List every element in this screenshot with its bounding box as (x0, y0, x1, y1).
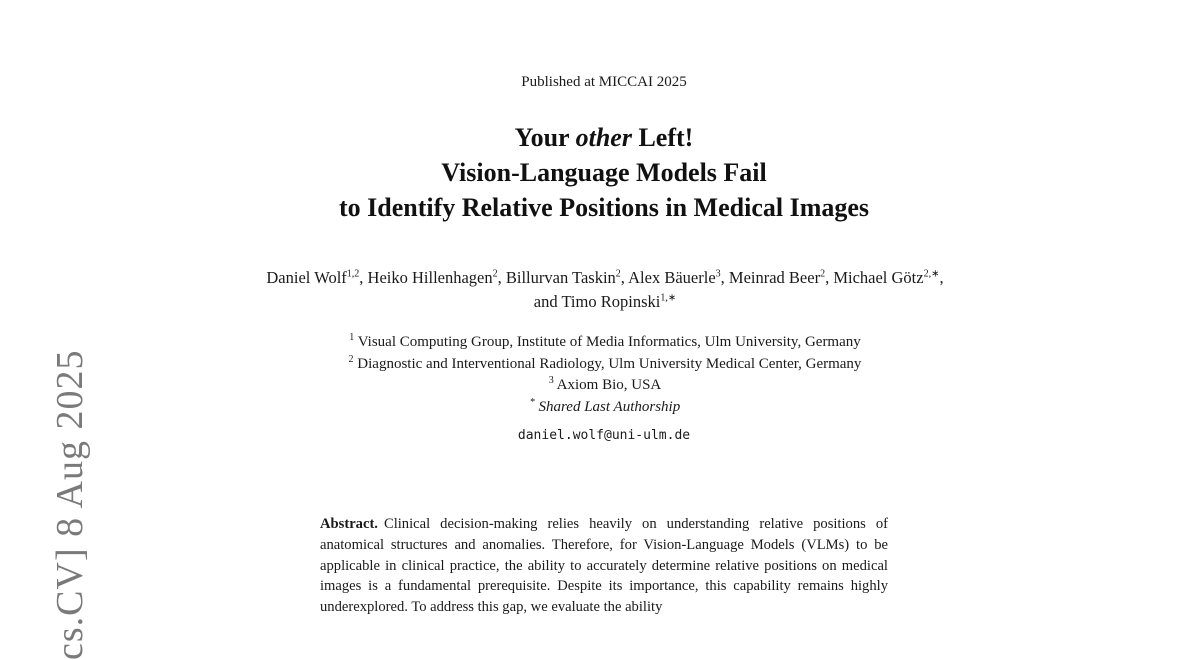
author: Billurvan Taskin$^2$, (505, 268, 629, 287)
author: Daniel Wolf$^{1,2}$, (266, 268, 368, 287)
paper-title (0, 120, 1200, 225)
author-list (255, 266, 955, 314)
title-line-1: Your other Left! (514, 123, 694, 152)
title-line-3: to Identify Relative Positions in Medical Images (338, 193, 870, 222)
affiliation: $^2$ Diagnostic and Interventional Radiology, Ulm University Medical Center, Germany (348, 353, 862, 372)
abstract-label: Abstract. (320, 516, 378, 532)
affiliation: $^1$ Visual Computing Group, Institute of Media Informatics, Ulm University, Germany (349, 332, 861, 350)
shared-authorship-note: * Shared Last Authorship (529, 396, 681, 415)
abstract (320, 514, 888, 618)
author: Timo Ropinski$^{1,∗}$ (561, 292, 677, 311)
arxiv-stamp: cs.CV] 8 Aug 2025 (49, 349, 91, 660)
affiliation-list (255, 332, 955, 418)
title-line-2: Vision-Language Models Fail (441, 158, 767, 187)
author: Michael Götz$^{2,∗}$, and (533, 268, 944, 311)
title-emphasis: other (575, 123, 632, 152)
contact-email[interactable]: daniel.wolf@uni-ulm.de (517, 428, 691, 443)
author: Heiko Hillenhagen$^2$, (367, 268, 506, 287)
venue-note: Published at MICCAI 2025 (521, 74, 687, 90)
affiliation: $^3$ Axiom Bio, USA (548, 375, 662, 393)
author: Alex Bäuerle$^3$, (628, 268, 729, 287)
abstract-text: Clinical decision-making relies heavily on understanding relative positions of anatomical structures and anomalies. Therefore, for Vision-Language Models (VLMs) to be applicable in clinical practice, the ability to accurately determine relative positions on medical images is a fundamental prerequisite. Despite its importance, this capability remains highly underexplored. To address this gap, we evaluate the ability (320, 516, 888, 616)
author: Meinrad Beer$^2$, (728, 268, 834, 287)
